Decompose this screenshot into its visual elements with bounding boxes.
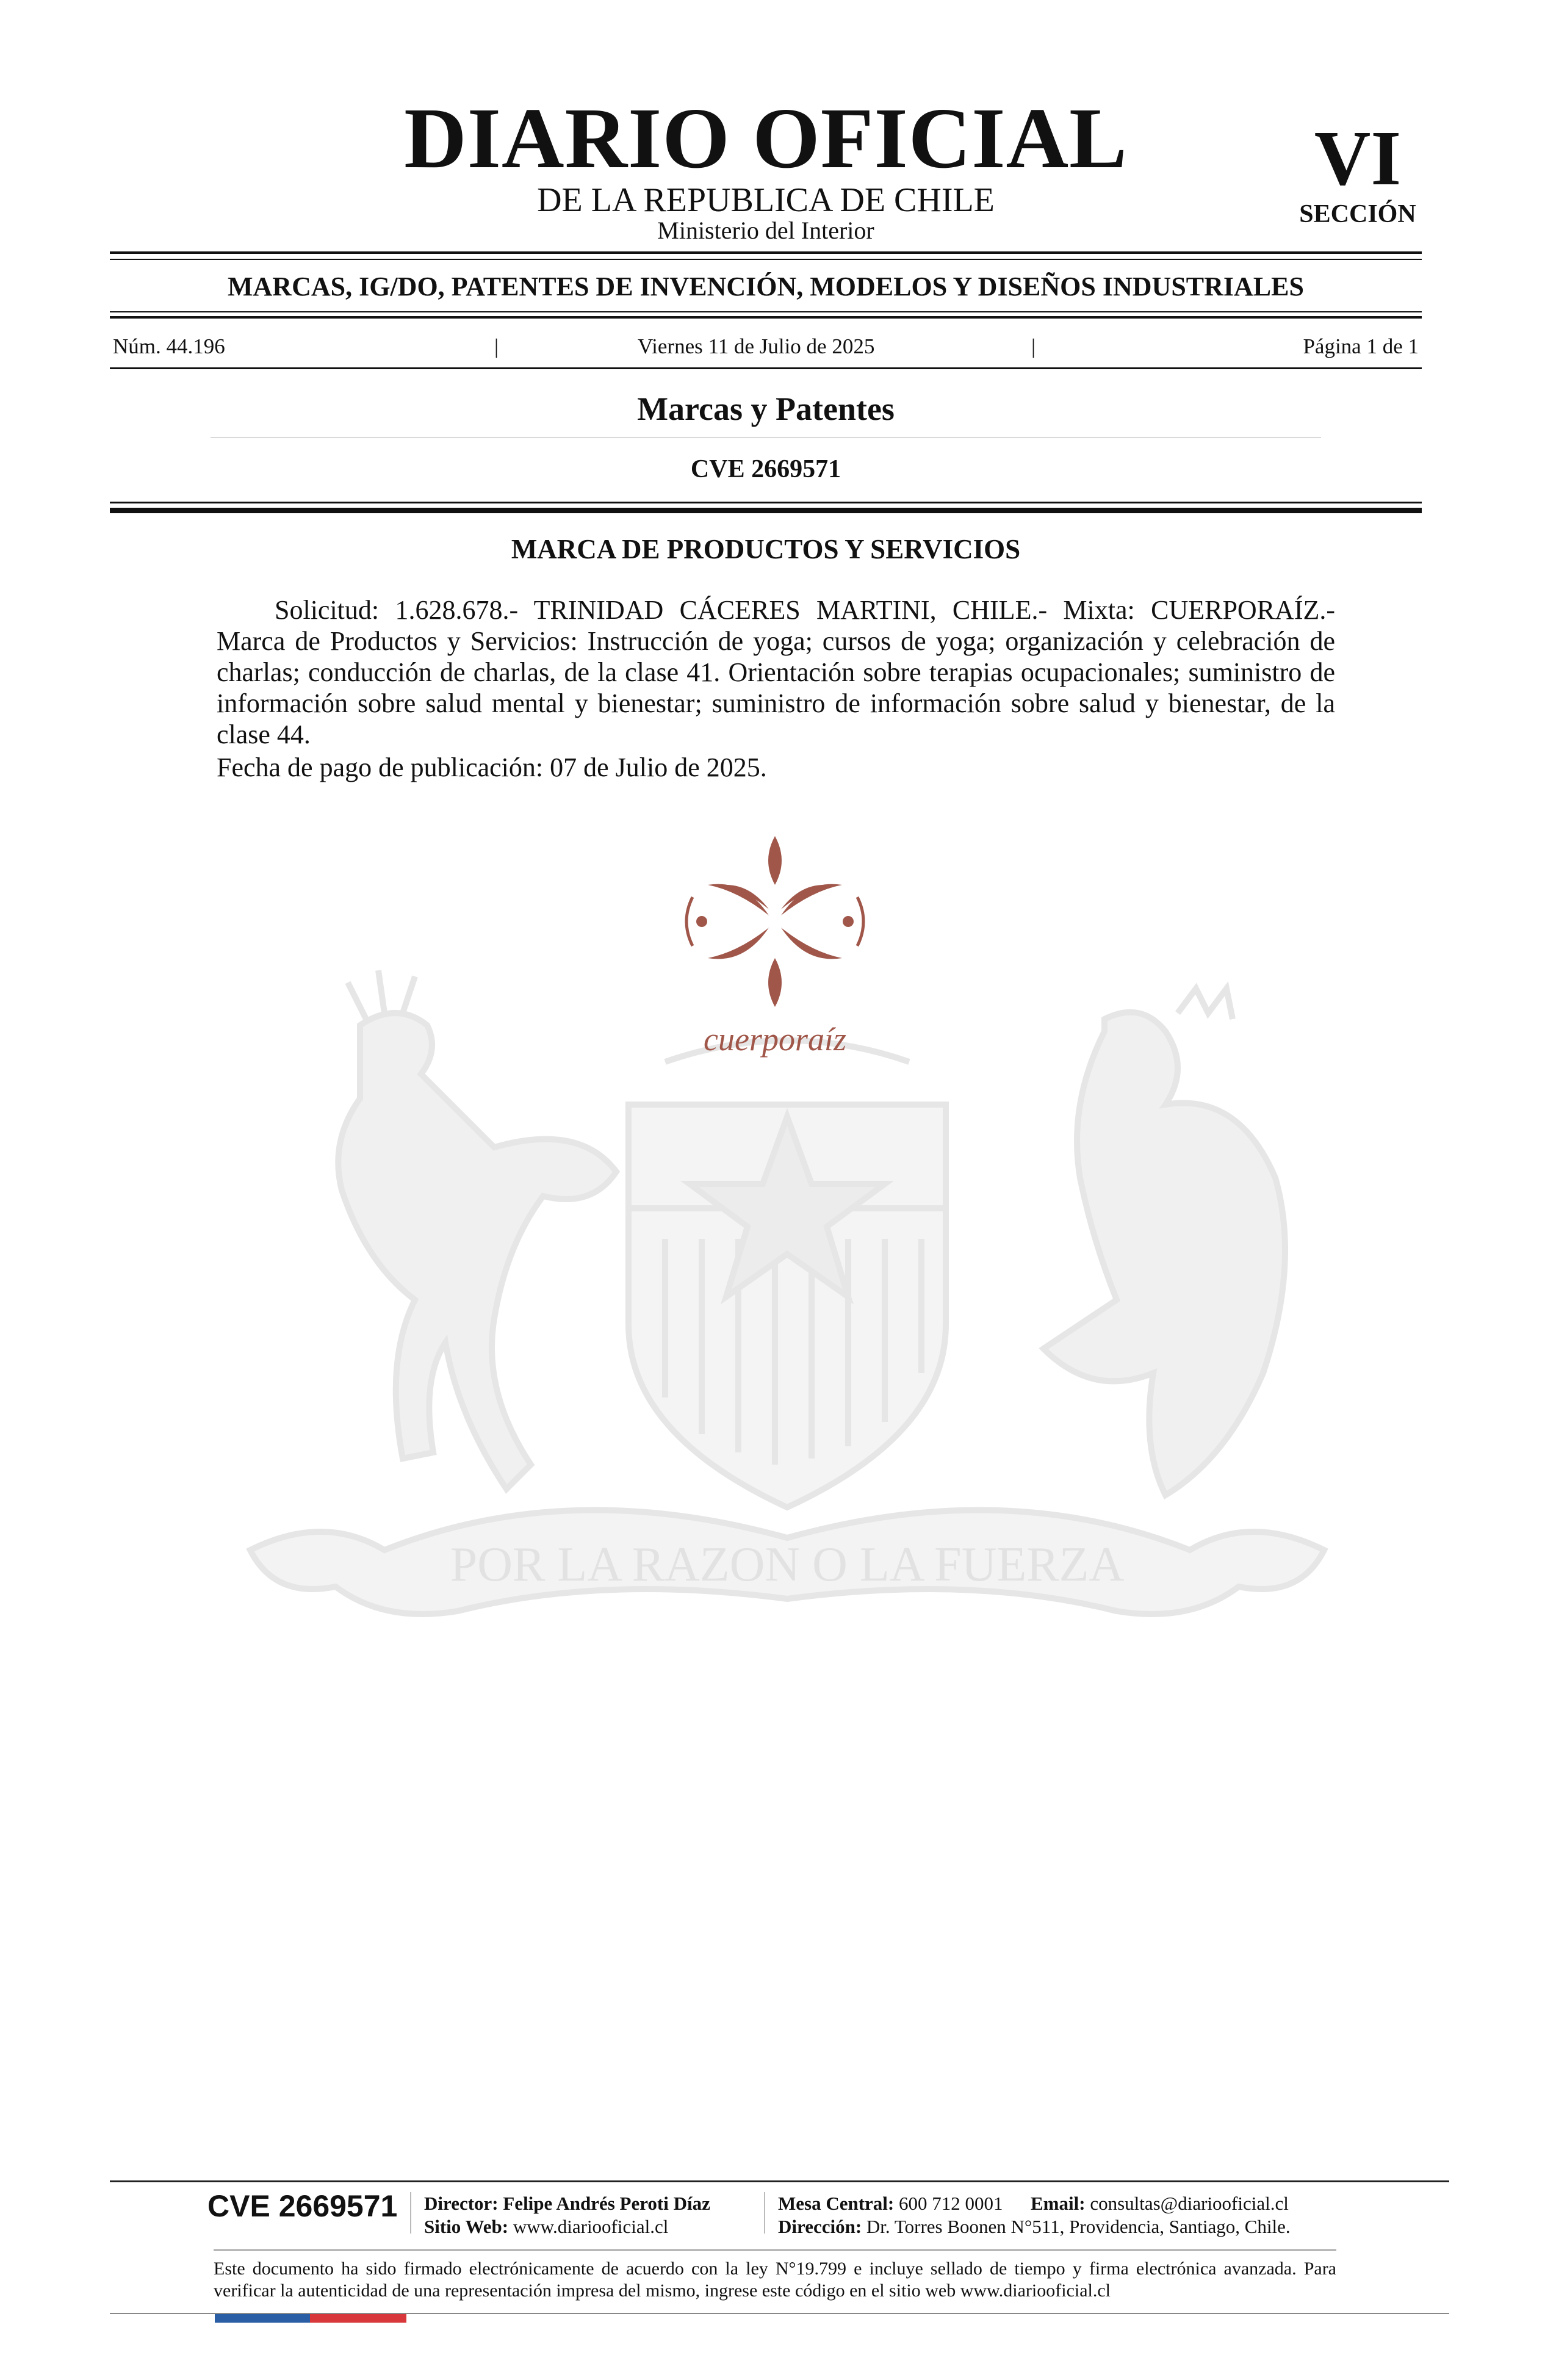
director-label: Director: — [424, 2193, 499, 2214]
email-link[interactable]: consultas@diariooficial.cl — [1090, 2193, 1289, 2214]
payment-date: Fecha de pago de publicación: 07 de Julio de 2025. — [217, 752, 767, 782]
cve-divider — [110, 508, 1422, 513]
footer-divider — [110, 2180, 1449, 2182]
document-type: MARCA DE PRODUCTOS Y SERVICIOS — [511, 534, 1021, 564]
document-body: Solicitud: 1.628.678.- TRINIDAD CÁCERES MARTINI, CHILE.- Mixta: CUERPORAÍZ.- Marca de Productos y Servicios: Instrucción de yoga; cursos de yoga; organización y celebración de charlas; conducción de charlas, de la clase 41. Orientación sobre terapias ocupacionales; suministro de información sobre salud mental y bienestar; suministro de información sobre salud y bienestar, de la clase 44. — [217, 595, 1335, 749]
page-indicator: Página 1 de 1 — [1303, 334, 1419, 358]
address-label: Dirección: — [778, 2216, 862, 2237]
issue-date: Viernes 11 de Julio de 2025 — [638, 334, 875, 358]
footer-divider-thin — [214, 2249, 1336, 2251]
brand-logo-text: cuerporaíz — [704, 1021, 846, 1058]
ministry-label: Ministerio del Interior — [657, 217, 874, 244]
address-value: Dr. Torres Boonen N°511, Providencia, Santiago, Chile. — [866, 2216, 1291, 2237]
meta-separator: | — [494, 334, 499, 358]
footer-separator — [410, 2192, 411, 2234]
cve-divider-thin — [110, 502, 1422, 503]
newspaper-subtitle: DE LA REPUBLICA DE CHILE — [537, 181, 995, 219]
flag-stripe-red — [310, 2314, 406, 2323]
coat-of-arms-watermark — [201, 952, 1361, 1672]
section-label: SECCIÓN — [1299, 200, 1416, 228]
category-divider-thin — [110, 311, 1422, 312]
cve-code: CVE 2669571 — [690, 455, 841, 483]
footer-legal-notice: Este documento ha sido firmado electrónicamente de acuerdo con la ley N°19.799 e incluye sellado de tiempo y firma electrónica avanzada. Para verificar la autenticidad de una representación impresa del mismo, ingrese este código en el sitio web www.diariooficial.cl — [214, 2259, 1336, 2301]
phone-number: 600 712 0001 — [899, 2193, 1003, 2214]
email-label: Email: — [1031, 2193, 1086, 2214]
section-divider — [211, 437, 1321, 438]
meta-divider — [110, 367, 1422, 369]
watermark-motto: POR LA RAZON O LA FUERZA — [450, 1538, 1125, 1592]
header-divider-thin — [110, 259, 1422, 260]
newspaper-title: DIARIO OFICIAL — [404, 90, 1128, 186]
category-divider — [110, 316, 1422, 319]
section-title: Marcas y Patentes — [637, 391, 895, 427]
brand-logo-icon — [683, 830, 866, 1013]
director-name: Felipe Andrés Peroti Díaz — [503, 2193, 710, 2214]
category-banner: MARCAS, IG/DO, PATENTES DE INVENCIÓN, MODELOS Y DISEÑOS INDUSTRIALES — [228, 272, 1304, 301]
phone-label: Mesa Central: — [778, 2193, 895, 2214]
meta-separator: | — [1031, 334, 1036, 358]
website-label: Sitio Web: — [424, 2216, 509, 2237]
issue-number: Núm. 44.196 — [113, 334, 225, 358]
section-number: VI — [1314, 115, 1402, 201]
header-divider — [110, 251, 1422, 254]
footer-separator — [764, 2192, 765, 2234]
flag-stripe-blue — [215, 2314, 310, 2323]
footer-cve-code: CVE 2669571 — [207, 2189, 398, 2223]
website-link[interactable]: www.diariooficial.cl — [513, 2216, 669, 2237]
footer-contact-info — [778, 2192, 1345, 2238]
footer-director-info — [424, 2192, 766, 2238]
